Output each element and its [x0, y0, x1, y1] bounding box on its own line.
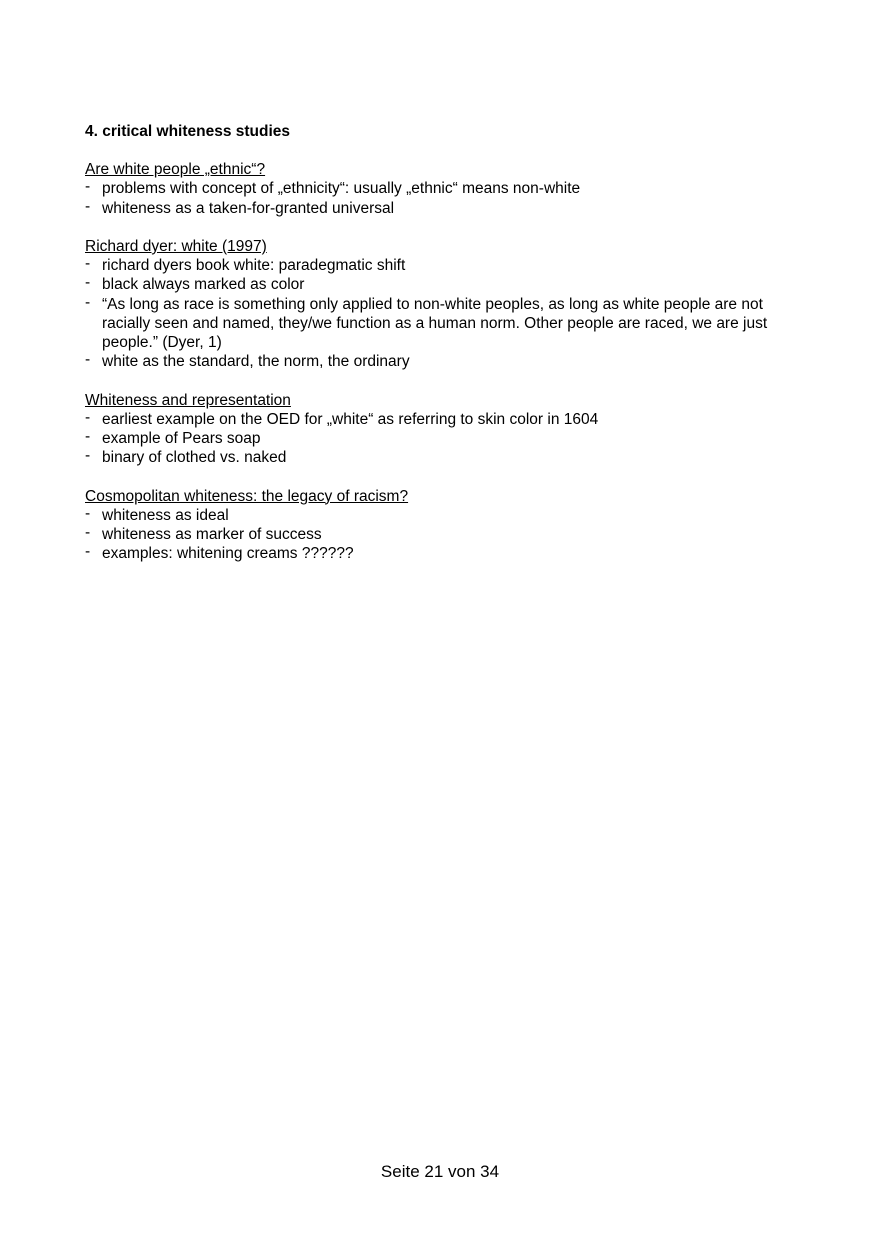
- list-item-text: black always marked as color: [102, 276, 305, 294]
- dash-bullet: -: [85, 543, 91, 561]
- bullet-list: [85, 179, 815, 217]
- bullet-list: [85, 410, 815, 468]
- page-heading: 4. critical whiteness studies: [85, 123, 291, 140]
- bullet-list: [85, 506, 815, 564]
- dash-bullet: -: [85, 255, 91, 273]
- list-item: [85, 199, 815, 218]
- page-number-footer: Seite 21 von 34: [380, 1162, 500, 1181]
- list-item: [85, 256, 815, 275]
- dash-bullet: -: [85, 293, 91, 311]
- dash-bullet: -: [85, 197, 91, 215]
- section-ethnic: [85, 160, 815, 218]
- list-item: [85, 525, 815, 544]
- list-item-text: example of Pears soap: [102, 430, 261, 448]
- section-title: Cosmopolitan whiteness: the legacy of racism?: [85, 487, 409, 505]
- list-item-text: binary of clothed vs. naked: [102, 449, 287, 467]
- section-title: Are white people „ethnic“?: [85, 161, 266, 179]
- dash-bullet: -: [85, 351, 91, 369]
- section-title: Richard dyer: white (1997): [85, 238, 267, 255]
- dash-bullet: -: [85, 428, 91, 446]
- section-representation: [85, 391, 815, 468]
- list-item: [85, 295, 815, 353]
- list-item: [85, 410, 815, 429]
- dash-bullet: -: [85, 178, 91, 196]
- list-item-text: examples: whitening creams ??????: [102, 545, 354, 563]
- list-item-text: richard dyers book white: paradegmatic shift: [102, 257, 406, 275]
- page-content: [85, 122, 815, 583]
- list-item-text: whiteness as ideal: [102, 506, 229, 524]
- list-item-text: “As long as race is something only applied to non-white peoples, as long as white people are not racially seen and named, they/we function as a human norm. Other people are raced, we are just people.” (Dyer, 1): [102, 295, 768, 352]
- dash-bullet: -: [85, 408, 91, 426]
- dash-bullet: -: [85, 504, 91, 522]
- list-item-text: earliest example on the OED for „white“ as referring to skin color in 1604: [102, 410, 599, 428]
- list-item-text: whiteness as a taken-for-granted universal: [102, 199, 395, 217]
- list-item: [85, 448, 815, 467]
- list-item: [85, 544, 815, 563]
- list-item-text: whiteness as marker of success: [102, 526, 322, 544]
- section-dyer: [85, 237, 815, 371]
- dash-bullet: -: [85, 274, 91, 292]
- bullet-list: [85, 256, 815, 371]
- dash-bullet: -: [85, 447, 91, 465]
- list-item: [85, 352, 815, 371]
- list-item: [85, 506, 815, 525]
- list-item-text: problems with concept of „ethnicity“: usually „ethnic“ means non-white: [102, 180, 581, 198]
- list-item: [85, 429, 815, 448]
- section-cosmopolitan: [85, 487, 815, 564]
- list-item: [85, 275, 815, 294]
- list-item-text: white as the standard, the norm, the ordinary: [102, 353, 410, 371]
- list-item: [85, 179, 815, 198]
- dash-bullet: -: [85, 524, 91, 542]
- section-title: Whiteness and representation: [85, 391, 291, 409]
